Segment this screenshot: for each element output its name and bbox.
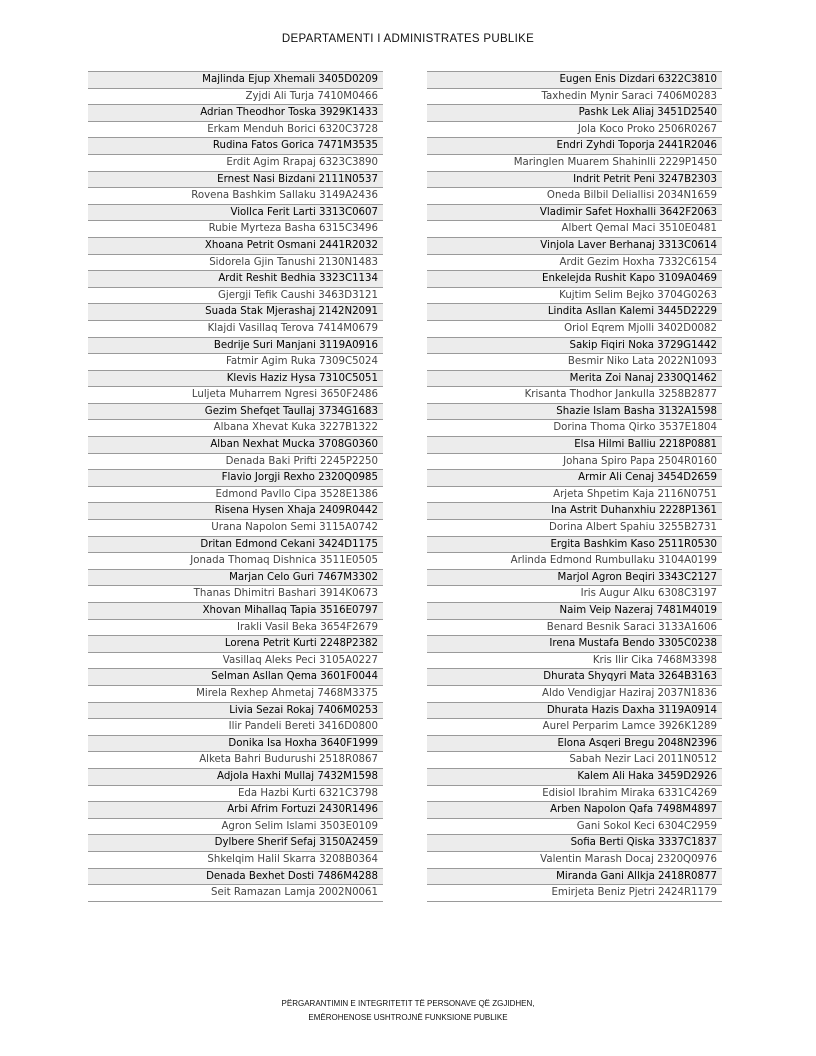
list-item: Zyjdi Ali Turja 7410M0466 (88, 89, 383, 106)
list-item: Suada Stak Mjerashaj 2142N2091 (88, 304, 383, 321)
list-item: Irakli Vasil Beka 3654F2679 (88, 620, 383, 637)
list-item: Arjeta Shpetim Kaja 2116N0751 (427, 487, 722, 504)
list-item: Aldo Vendigjar Haziraj 2037N1836 (427, 686, 722, 703)
list-item: Johana Spiro Papa 2504R0160 (427, 454, 722, 471)
list-item: Lorena Petrit Kurti 2248P2382 (88, 636, 383, 653)
list-item: Luljeta Muharrem Ngresi 3650F2486 (88, 387, 383, 404)
list-item: Vasillaq Aleks Peci 3105A0227 (88, 653, 383, 670)
footer (0, 997, 816, 1025)
list-item: Kujtim Selim Bejko 3704G0263 (427, 288, 722, 305)
list-item: Oriol Eqrem Mjolli 3402D0082 (427, 321, 722, 338)
list-item: Eda Hazbi Kurti 6321C3798 (88, 786, 383, 803)
list-item: Sakip Fiqiri Noka 3729G1442 (427, 338, 722, 355)
list-item: Krisanta Thodhor Jankulla 3258B2877 (427, 387, 722, 404)
list-item: Pashk Lek Aliaj 3451D2540 (427, 105, 722, 122)
list-item: Aurel Perparim Lamce 3926K1289 (427, 719, 722, 736)
list-item: Shazie Islam Basha 3132A1598 (427, 404, 722, 421)
list-item: Viollca Ferit Larti 3313C0607 (88, 205, 383, 222)
list-item: Enkelejda Rushit Kapo 3109A0469 (427, 271, 722, 288)
list-item: Lindita Asllan Kalemi 3445D2229 (427, 304, 722, 321)
list-item: Bedrije Suri Manjani 3119A0916 (88, 338, 383, 355)
list-item: Ina Astrit Duhanxhiu 2228P1361 (427, 503, 722, 520)
list-item: Mirela Rexhep Ahmetaj 7468M3375 (88, 686, 383, 703)
list-item: Albana Xhevat Kuka 3227B1322 (88, 420, 383, 437)
list-item: Dhurata Shyqyri Mata 3264B3163 (427, 669, 722, 686)
list-item: Urana Napolon Semi 3115A0742 (88, 520, 383, 537)
list-item: Taxhedin Mynir Saraci 7406M0283 (427, 89, 722, 106)
list-item: Sofia Berti Qiska 3337C1837 (427, 835, 722, 852)
list-item: Marjol Agron Beqiri 3343C2127 (427, 570, 722, 587)
list-item: Rudina Fatos Gorica 7471M3535 (88, 138, 383, 155)
list-item: Dhurata Hazis Daxha 3119A0914 (427, 703, 722, 720)
list-item: Thanas Dhimitri Bashari 3914K0673 (88, 586, 383, 603)
list-item: Benard Besnik Saraci 3133A1606 (427, 620, 722, 637)
list-item: Denada Baki Prifti 2245P2250 (88, 454, 383, 471)
right-name-list (427, 71, 722, 902)
list-item: Sidorela Gjin Tanushi 2130N1483 (88, 255, 383, 272)
list-item: Gjergji Tefik Caushi 3463D3121 (88, 288, 383, 305)
list-item: Merita Zoi Nanaj 2330Q1462 (427, 371, 722, 388)
list-item: Endri Zyhdi Toporja 2441R2046 (427, 138, 722, 155)
list-item: Dritan Edmond Cekani 3424D1175 (88, 537, 383, 554)
list-item: Sabah Nezir Laci 2011N0512 (427, 752, 722, 769)
page-title: DEPARTAMENTI I ADMINISTRATES PUBLIKE (281, 33, 535, 45)
list-item: Rovena Bashkim Sallaku 3149A2436 (88, 188, 383, 205)
list-item: Emirjeta Beniz Pjetri 2424R1179 (427, 885, 722, 902)
list-item: Jola Koco Proko 2506R0267 (427, 122, 722, 139)
list-item: Xhoana Petrit Osmani 2441R2032 (88, 238, 383, 255)
list-item: Erkam Menduh Borici 6320C3728 (88, 122, 383, 139)
list-item: Irena Mustafa Bendo 3305C0238 (427, 636, 722, 653)
list-item: Edisiol Ibrahim Miraka 6331C4269 (427, 786, 722, 803)
list-item: Alketa Bahri Budurushi 2518R0867 (88, 752, 383, 769)
list-item: Arlinda Edmond Rumbullaku 3104A0199 (427, 553, 722, 570)
list-item: Elsa Hilmi Balliu 2218P0881 (427, 437, 722, 454)
list-item: Denada Bexhet Dosti 7486M4288 (88, 869, 383, 886)
list-item: Armir Ali Cenaj 3454D2659 (427, 470, 722, 487)
list-item: Gezim Shefqet Taullaj 3734G1683 (88, 404, 383, 421)
list-item: Ergita Bashkim Kaso 2511R0530 (427, 537, 722, 554)
footer-line-1: PËRGARANTIMIN E INTEGRITETIT TË PERSONAVE QË ZGJIDHEN, (281, 999, 535, 1008)
footer-line-2: EMËROHENOSE USHTROJNË FUNKSIONE PUBLIKE (308, 1013, 508, 1022)
list-item: Agron Selim Islami 3503E0109 (88, 819, 383, 836)
list-item: Eugen Enis Dizdari 6322C3810 (427, 72, 722, 89)
list-item: Albert Qemal Maci 3510E0481 (427, 221, 722, 238)
list-item: Donika Isa Hoxha 3640F1999 (88, 736, 383, 753)
list-item: Vinjola Laver Berhanaj 3313C0614 (427, 238, 722, 255)
list-item: Valentin Marash Docaj 2320Q0976 (427, 852, 722, 869)
list-item: Dylbere Sherif Sefaj 3150A2459 (88, 835, 383, 852)
list-item: Arbi Afrim Fortuzi 2430R1496 (88, 802, 383, 819)
list-item: Ernest Nasi Bizdani 2111N0537 (88, 172, 383, 189)
list-item: Alban Nexhat Mucka 3708G0360 (88, 437, 383, 454)
left-name-list (88, 71, 383, 902)
list-item: Klajdi Vasillaq Terova 7414M0679 (88, 321, 383, 338)
list-item: Risena Hysen Xhaja 2409R0442 (88, 503, 383, 520)
list-item: Livia Sezai Rokaj 7406M0253 (88, 703, 383, 720)
list-item: Selman Asllan Qema 3601F0044 (88, 669, 383, 686)
list-item: Maringlen Muarem Shahinlli 2229P1450 (427, 155, 722, 172)
list-item: Besmir Niko Lata 2022N1093 (427, 354, 722, 371)
list-item: Ardit Gezim Hoxha 7332C6154 (427, 255, 722, 272)
list-item: Majlinda Ejup Xhemali 3405D0209 (88, 72, 383, 89)
list-item: Oneda Bilbil Deliallisi 2034N1659 (427, 188, 722, 205)
list-item: Rubie Myrteza Basha 6315C3496 (88, 221, 383, 238)
list-item: Arben Napolon Qafa 7498M4897 (427, 802, 722, 819)
list-item: Xhovan Mihallaq Tapia 3516E0797 (88, 603, 383, 620)
list-item: Flavio Jorgji Rexho 2320Q0985 (88, 470, 383, 487)
list-item: Ardit Reshit Bedhia 3323C1134 (88, 271, 383, 288)
list-item: Dorina Thoma Qirko 3537E1804 (427, 420, 722, 437)
list-item: Elona Asqeri Bregu 2048N2396 (427, 736, 722, 753)
list-item: Edmond Pavllo Cipa 3528E1386 (88, 487, 383, 504)
list-item: Adrian Theodhor Toska 3929K1433 (88, 105, 383, 122)
list-item: Shkelqim Halil Skarra 3208B0364 (88, 852, 383, 869)
list-item: Erdit Agim Rrapaj 6323C3890 (88, 155, 383, 172)
list-item: Dorina Albert Spahiu 3255B2731 (427, 520, 722, 537)
list-item: Gani Sokol Keci 6304C2959 (427, 819, 722, 836)
list-item: Seit Ramazan Lamja 2002N0061 (88, 885, 383, 902)
list-item: Indrit Petrit Peni 3247B2303 (427, 172, 722, 189)
list-item: Ilir Pandeli Bereti 3416D0800 (88, 719, 383, 736)
list-item: Iris Augur Alku 6308C3197 (427, 586, 722, 603)
list-item: Adjola Haxhi Mullaj 7432M1598 (88, 769, 383, 786)
list-item: Marjan Celo Guri 7467M3302 (88, 570, 383, 587)
list-item: Kris Ilir Cika 7468M3398 (427, 653, 722, 670)
list-item: Naim Veip Nazeraj 7481M4019 (427, 603, 722, 620)
list-item: Fatmir Agim Ruka 7309C5024 (88, 354, 383, 371)
list-item: Vladimir Safet Hoxhalli 3642F2063 (427, 205, 722, 222)
list-item: Klevis Haziz Hysa 7310C5051 (88, 371, 383, 388)
list-item: Jonada Thomaq Dishnica 3511E0505 (88, 553, 383, 570)
list-item: Kalem Ali Haka 3459D2926 (427, 769, 722, 786)
list-item: Miranda Gani Allkja 2418R0877 (427, 869, 722, 886)
